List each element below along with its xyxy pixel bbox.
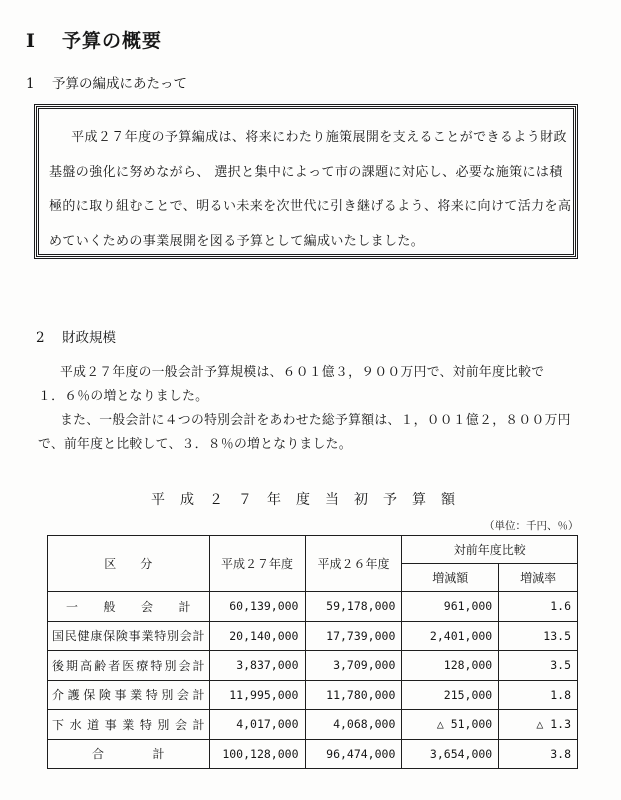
subsection-2-number: 2 bbox=[36, 330, 45, 346]
row-fy27: 20,140,000 bbox=[209, 621, 305, 651]
row-change: 215,000 bbox=[402, 680, 499, 710]
total-rate: 3.8 bbox=[499, 739, 578, 769]
row-label: 一般会計 bbox=[48, 592, 210, 622]
paragraph-2-line-2: で、前年度と比較して、３．８％の増となりました。 bbox=[38, 437, 352, 452]
section-number: Ⅰ bbox=[26, 30, 36, 52]
total-label: 合計 bbox=[48, 739, 210, 769]
row-rate: 13.5 bbox=[499, 621, 578, 651]
row-change: 961,000 bbox=[402, 592, 499, 622]
row-rate: 3.5 bbox=[499, 651, 578, 681]
table-row bbox=[48, 592, 578, 622]
row-fy26: 3,709,000 bbox=[305, 651, 402, 681]
budget-table bbox=[47, 535, 578, 769]
subsection-heading-2 bbox=[36, 326, 116, 346]
row-fy26: 4,068,000 bbox=[305, 710, 402, 740]
table-title: 平成２７年度当初予算額 bbox=[151, 492, 470, 508]
row-label: 国民健康保険事業特別会計 bbox=[48, 621, 210, 651]
table-row bbox=[48, 621, 578, 651]
header-change-rate: 増減率 bbox=[499, 564, 578, 592]
row-rate: △ 1.3 bbox=[499, 710, 578, 740]
header-fy26: 平成２６年度 bbox=[305, 536, 402, 592]
section-title: 予算の概要 bbox=[62, 30, 163, 52]
row-fy26: 11,780,000 bbox=[305, 680, 402, 710]
row-fy26: 59,178,000 bbox=[305, 592, 402, 622]
header-fy27: 平成２７年度 bbox=[209, 536, 305, 592]
section-heading bbox=[26, 26, 162, 53]
table-total-row bbox=[48, 739, 578, 769]
row-rate: 1.6 bbox=[499, 592, 578, 622]
unit-note: （単位：千円、％） bbox=[484, 520, 579, 532]
total-change: 3,654,000 bbox=[402, 739, 499, 769]
row-change: △ 51,000 bbox=[402, 710, 499, 740]
header-category: 区 分 bbox=[48, 536, 210, 592]
row-fy27: 3,837,000 bbox=[209, 651, 305, 681]
row-label: 下水道事業特別会計 bbox=[48, 710, 210, 740]
row-label: 後期高齢者医療特別会計 bbox=[48, 651, 210, 681]
paragraph-1-line-2: １．６％の増となりました。 bbox=[38, 389, 209, 404]
row-label: 介護保険事業特別会計 bbox=[48, 680, 210, 710]
intro-box-text: 平成２７年度の予算編成は、将来にわたり施策展開を支えることができるよう財政基盤の強化に努めながら、 選択と集中によって市の課題に対応し、必要な施策には積極的に取り組むことで、明るい未来を次世代に引き継げるよう、将来に向けて活力を高めていくための事業展開を図る予算として編成いたしました。 bbox=[49, 130, 572, 249]
subsection-1-title: 予算の編成にあたって bbox=[52, 76, 187, 92]
header-change-amount: 増減額 bbox=[402, 564, 499, 592]
table-row bbox=[48, 680, 578, 710]
paragraph-2-line-1: また、一般会計に４つの特別会計をあわせた総予算額は、１，００１億２，８００万円 bbox=[60, 413, 571, 428]
table-row bbox=[48, 710, 578, 740]
row-change: 128,000 bbox=[402, 651, 499, 681]
paragraph-1-line-1: 平成２７年度の一般会計予算規模は、６０１億３，９００万円で、対前年度比較で bbox=[60, 365, 545, 380]
row-rate: 1.8 bbox=[499, 680, 578, 710]
subsection-heading-1 bbox=[26, 72, 187, 92]
row-change: 2,401,000 bbox=[402, 621, 499, 651]
subsection-2-title: 財政規模 bbox=[62, 330, 116, 346]
total-fy27: 100,128,000 bbox=[209, 739, 305, 769]
row-fy27: 4,017,000 bbox=[209, 710, 305, 740]
row-fy27: 11,995,000 bbox=[209, 680, 305, 710]
intro-box bbox=[36, 106, 576, 257]
total-fy26: 96,474,000 bbox=[305, 739, 402, 769]
row-fy26: 17,739,000 bbox=[305, 621, 402, 651]
header-comparison: 対前年度比較 bbox=[402, 536, 578, 564]
row-fy27: 60,139,000 bbox=[209, 592, 305, 622]
table-row bbox=[48, 651, 578, 681]
subsection-1-number: 1 bbox=[26, 76, 35, 92]
